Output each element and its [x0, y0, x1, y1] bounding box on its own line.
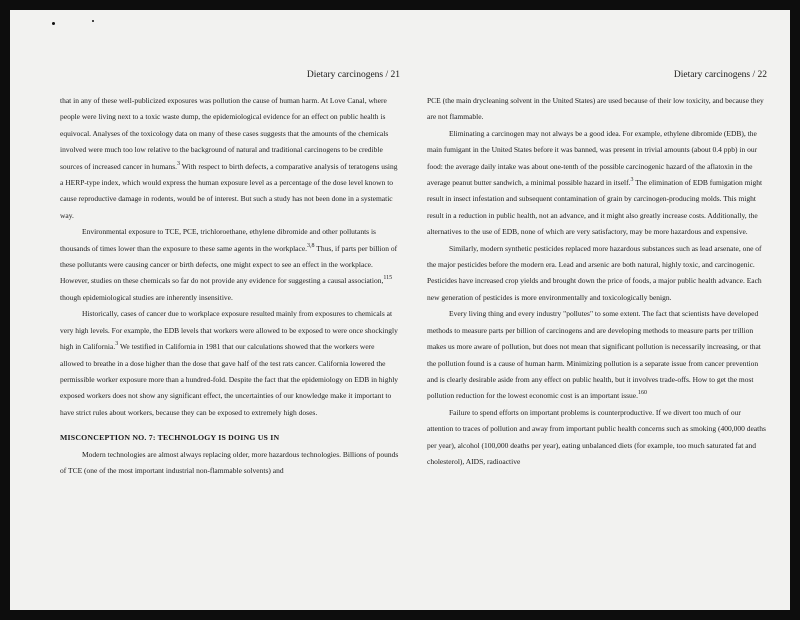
footnote-ref: 3 — [177, 160, 181, 167]
text-run: Similarly, modern synthetic pesticides replaced more hazardous substances such as lead arsenate, one of the major pesticides before the modern era. Lead and arsenic are both natural, highly toxic, and carcinogenic. Pesticides have increased crop yields and brought down the price of foods, a major public health advance. Each new generation of pesticides is more environmentally and toxicologically benign. — [427, 243, 762, 302]
right-page — [427, 68, 767, 470]
running-head: Dietary carcinogens / 22 — [673, 70, 767, 80]
text-run: With respect to birth defects, a comparative analysis of teratogens using a HERP-type index, which would express the human exposure level as a percentage of the dose level known to cause reproductive damage in rodents, would be of interest. But such a study has not been done in a systematic way. — [60, 161, 398, 220]
paragraph — [60, 93, 400, 224]
paragraph — [60, 306, 400, 421]
scan-speck — [92, 20, 94, 22]
text-run: Modern technologies are almost always replacing older, more hazardous technologies. Billions of pounds of TCE (one of the most important industrial non-flammable solvents) and — [60, 449, 399, 475]
footnote-ref: 3,8 — [307, 242, 315, 249]
footnote-ref: 115 — [383, 275, 393, 282]
text-run: Environmental exposure to TCE, PCE, trichloroethane, ethylene dibromide and other pollutants is thousands of times lower than the exposure to these same agents in the workplace. — [60, 227, 376, 253]
text-run: PCE (the main drycleaning solvent in the United States) are used because of their low toxicity, and because they are not flammable. — [427, 96, 764, 122]
paragraph — [427, 126, 767, 241]
paragraph — [60, 447, 400, 480]
right-body — [427, 93, 767, 470]
paragraph — [60, 224, 400, 306]
scan-speck — [52, 22, 55, 25]
paragraph — [427, 93, 767, 126]
footnote-ref: 3 — [115, 341, 119, 348]
scanned-sheet — [10, 10, 790, 610]
text-run: The elimination of EDB fumigation might result in insect infestation and subsequent contamination of grain by carcinogen-producing molds. This might result in a reduction in public health, not an advance, and it might also greatly increase costs. Additionally, the alternatives to the use of EDB, none of which are very satisfactory, may be more hazardous and expensive. — [427, 178, 763, 237]
text-run: Eliminating a carcinogen may not always be a good idea. For example, ethylene dibromide (EDB), the main fumigant in the United States before it was banned, was present in trivial amounts (about 0.4 ppb) in our food: the average daily intake was about one-tenth of the possible carcinogenic hazard of the aflatoxin in the average peanut butter sandwich, a minimal possible hazard in itself. — [427, 128, 758, 188]
running-head: Dietary carcinogens / 21 — [306, 70, 400, 80]
footnote-ref: 3 — [630, 177, 634, 184]
paragraph — [427, 306, 767, 404]
left-body — [60, 93, 400, 479]
section-heading: MISCONCEPTION NO. 7: TECHNOLOGY IS DOING US IN — [60, 433, 280, 443]
paragraph — [427, 241, 767, 307]
text-run: Historically, cases of cancer due to workplace exposure resulted mainly from exposures to chemicals at very high levels. For example, the EDB levels that workers were allowed to be exposed to were once shockingly high in California. — [60, 309, 398, 352]
text-run: Thus, if parts per billion of these pollutants were causing cancer or birth defects, one might expect to see an effect in the workplace. However, studies on these chemicals so far do not provide any evidence for suggesting a causal association, — [60, 243, 398, 286]
text-run: Every living thing and every industry "pollutes" to some extent. The fact that scientists have developed methods to measure parts per billion of carcinogens and are developing methods to measure parts per trillion makes us more aware of pollution, but does not mean that significant pollution is necessarily increasing, or that the pollution found is a cause of human harm. Minimizing pollution is a separate issue from cancer prevention and is clearly desirable aside from any effect on public health, but it involves trade-offs. How to get the most pollution reduction for the lowest economic cost is an important issue. — [427, 309, 761, 401]
paragraph — [427, 405, 767, 471]
left-page — [60, 68, 400, 479]
text-run: Failure to spend efforts on important problems is counterproductive. If we divert too much of our attention to traces of pollution and away from important public health concerns such as smoking (400,000 deaths per year), alcohol (100,000 deaths per year), eating unbalanced diets (for example, too much saturated fat and cholesterol), AIDS, radioactive — [427, 407, 766, 466]
text-run: though epidemiological studies are inherently insensitive. — [60, 292, 233, 302]
text-run: We testified in California in 1981 that our calculations showed that the workers were allowed to breathe in a dose higher than the dose that gave half of the test rats cancer. California lowered the permissible worker exposure more than a hundred-fold. Despite the fact that the epidemiology on EDB in highly exposed workers does not show any significant effect, the uncertainties of our knowledge make it important to have strict rules about workers, because they can be exposed to extremely high doses. — [60, 342, 399, 417]
text-run: that in any of these well-publicized exposures was pollution the cause of human harm. At Love Canal, where people were living next to a toxic waste dump, the epidemiological evidence for an effect on public health is equivocal. Analyses of the toxicology data on many of these cases suggests that the amounts of the chemicals involved were much too low relative to the background of natural and traditional carcinogens to be credible sources of increased cancer in humans. — [60, 96, 389, 171]
footnote-ref: 160 — [638, 390, 647, 397]
